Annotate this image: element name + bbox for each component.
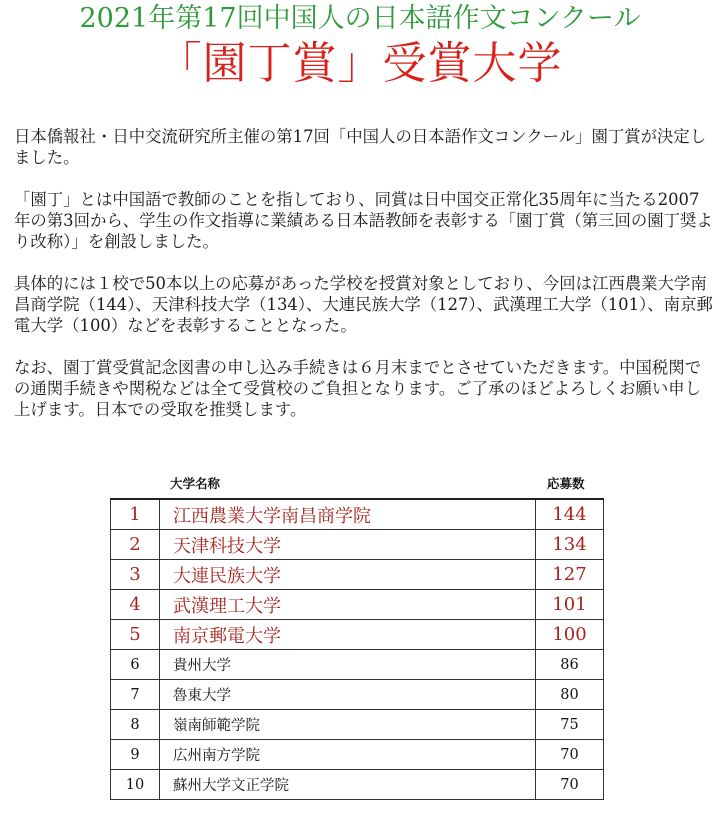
table-row — [111, 770, 604, 800]
rank-cell: 7 — [111, 680, 160, 710]
rank-cell: 1 — [111, 499, 160, 530]
table-row — [111, 650, 604, 680]
table-row — [111, 740, 604, 770]
paragraph-intro: 日本僑報社・日中交流研究所主催の第17回「中国人の日本語作文コンクール」園丁賞が決定しました。 — [14, 127, 707, 167]
column-header-count: 応募数 — [547, 476, 585, 491]
rank-cell: 2 — [111, 530, 160, 560]
submission-count-cell: 75 — [536, 710, 604, 740]
university-name-cell: 武漢理工大学 — [160, 590, 536, 620]
rank-cell: 9 — [111, 740, 160, 770]
table-row — [111, 620, 604, 650]
university-name-cell: 蘇州大学文正学院 — [160, 770, 536, 800]
rank-cell: 10 — [111, 770, 160, 800]
submission-count-cell: 127 — [536, 560, 604, 590]
submission-count-cell: 80 — [536, 680, 604, 710]
submission-count-cell: 134 — [536, 530, 604, 560]
university-name-cell: 南京郵電大学 — [160, 620, 536, 650]
paragraph-award-history: 「園丁」とは中国語で教師のことを指しており、同賞は日中国交正常化35周年に当たる2007年の第3回から、学生の作文指導に業績ある日本語教師を表彰する「園丁賞（第三回の園丁奨より改称）」を創設しました。 — [14, 190, 713, 251]
rank-cell: 8 — [111, 710, 160, 740]
page-subtitle: 「園丁賞」受賞大学 — [157, 38, 563, 89]
page-title: 2021年第17回中国人の日本語作文コンクール — [79, 3, 641, 34]
paragraph-award-criteria: 具体的には１校で50本以上の応募があった学校を授賞対象としており、今回は江西農業大学南昌商学院（144）、天津科技大学（134）、大連民族大学（127）、武漢理工大学（101）、南京郵電大学（100）などを表彰することとなった。 — [14, 274, 713, 335]
table-row — [111, 710, 604, 740]
university-name-cell: 魯東大学 — [160, 680, 536, 710]
rank-cell: 3 — [111, 560, 160, 590]
rank-cell: 4 — [111, 590, 160, 620]
paragraph-notice: なお、園丁賞受賞記念図書の申し込み手続きは６月末までとさせていただきます。中国税関での通関手続きや関税などは全て受賞校のご負担となります。ご了承のほどよろしくお願い申し上げます。日本での受取を推奨します。 — [14, 358, 702, 419]
university-name-cell: 大連民族大学 — [160, 560, 536, 590]
rank-cell: 6 — [111, 650, 160, 680]
table-row — [111, 560, 604, 590]
ranking-table-section — [110, 470, 604, 800]
submission-count-cell: 70 — [536, 770, 604, 800]
university-name-cell: 天津科技大学 — [160, 530, 536, 560]
ranking-table — [110, 498, 604, 800]
table-column-headers — [110, 470, 604, 498]
university-name-cell: 嶺南師範学院 — [160, 710, 536, 740]
table-row — [111, 499, 604, 530]
university-name-cell: 広州南方学院 — [160, 740, 536, 770]
submission-count-cell: 101 — [536, 590, 604, 620]
column-header-name: 大学名称 — [170, 476, 221, 491]
table-row — [111, 530, 604, 560]
submission-count-cell: 144 — [536, 499, 604, 530]
table-row — [111, 680, 604, 710]
university-name-cell: 江西農業大学南昌商学院 — [160, 499, 536, 530]
submission-count-cell: 70 — [536, 740, 604, 770]
university-name-cell: 貴州大学 — [160, 650, 536, 680]
table-row — [111, 590, 604, 620]
article-body — [14, 126, 714, 420]
submission-count-cell: 86 — [536, 650, 604, 680]
rank-cell: 5 — [111, 620, 160, 650]
submission-count-cell: 100 — [536, 620, 604, 650]
